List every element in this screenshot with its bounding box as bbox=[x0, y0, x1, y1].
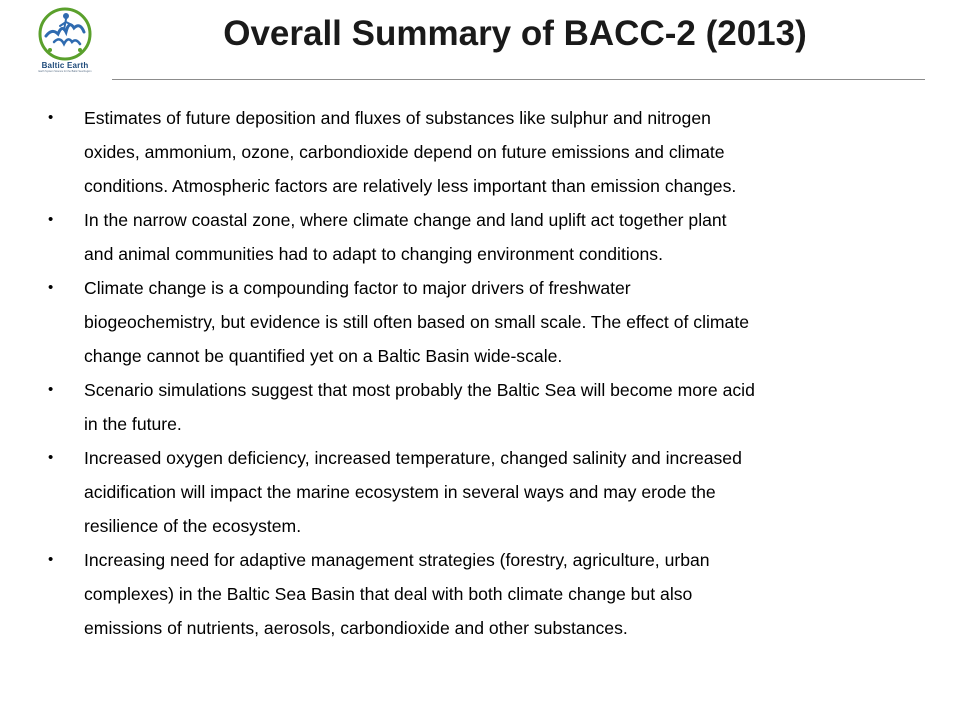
bullet-text-line: in the future. bbox=[84, 414, 182, 434]
logo-text: Baltic Earth bbox=[41, 61, 89, 70]
bullet-text-line: complexes) in the Baltic Sea Basin that deal with both climate change but also bbox=[84, 584, 693, 604]
bullet-text-line: Climate change is a compounding factor to major drivers of freshwater bbox=[84, 278, 631, 298]
bullet-dot-icon: • bbox=[48, 381, 54, 398]
bullet-text-line: Increased oxygen deficiency, increased temperature, changed salinity and increased bbox=[84, 448, 742, 468]
bullet-text-line: emissions of nutrients, aerosols, carbondioxide and other substances. bbox=[84, 618, 628, 638]
baltic-earth-logo-icon bbox=[36, 6, 94, 62]
baltic-earth-logo bbox=[26, 6, 104, 74]
bullet-item bbox=[46, 543, 916, 645]
summary-bullet-list bbox=[46, 101, 916, 645]
bullet-text-line: In the narrow coastal zone, where climate change and land uplift act together plant bbox=[84, 210, 727, 230]
bullet-text-line: oxides, ammonium, ozone, carbondioxide depend on future emissions and climate bbox=[84, 142, 725, 162]
bullet-item bbox=[46, 441, 916, 543]
bullet-item bbox=[46, 203, 916, 271]
title-divider bbox=[112, 79, 925, 80]
bullet-text-line: resilience of the ecosystem. bbox=[84, 516, 302, 536]
bullet-text-line: acidification will impact the marine ecosystem in several ways and may erode the bbox=[84, 482, 716, 502]
bullet-item bbox=[46, 373, 916, 441]
logo-subtext: Earth System Science for the Baltic Sea Region bbox=[38, 70, 92, 73]
bullet-dot-icon: • bbox=[48, 211, 54, 228]
bullet-text-line: Estimates of future deposition and fluxes of substances like sulphur and nitrogen bbox=[84, 108, 711, 128]
bullet-item bbox=[46, 271, 916, 373]
bullet-text-line: Increasing need for adaptive management strategies (forestry, agriculture, urban bbox=[84, 550, 710, 570]
page-title: Overall Summary of BACC-2 (2013) bbox=[223, 14, 807, 53]
bullet-text-line: biogeochemistry, but evidence is still often based on small scale. The effect of climate bbox=[84, 312, 749, 332]
bullet-dot-icon: • bbox=[48, 551, 54, 568]
bullet-text-line: conditions. Atmospheric factors are relatively less important than emission changes. bbox=[84, 176, 737, 196]
bullet-dot-icon: • bbox=[48, 109, 54, 126]
bullet-text-line: and animal communities had to adapt to changing environment conditions. bbox=[84, 244, 663, 264]
bullet-dot-icon: • bbox=[48, 449, 54, 466]
bullet-text-line: change cannot be quantified yet on a Baltic Basin wide-scale. bbox=[84, 346, 563, 366]
bullet-text-line: Scenario simulations suggest that most probably the Baltic Sea will become more acid bbox=[84, 380, 755, 400]
bullet-dot-icon: • bbox=[48, 279, 54, 296]
bullet-item bbox=[46, 101, 916, 203]
